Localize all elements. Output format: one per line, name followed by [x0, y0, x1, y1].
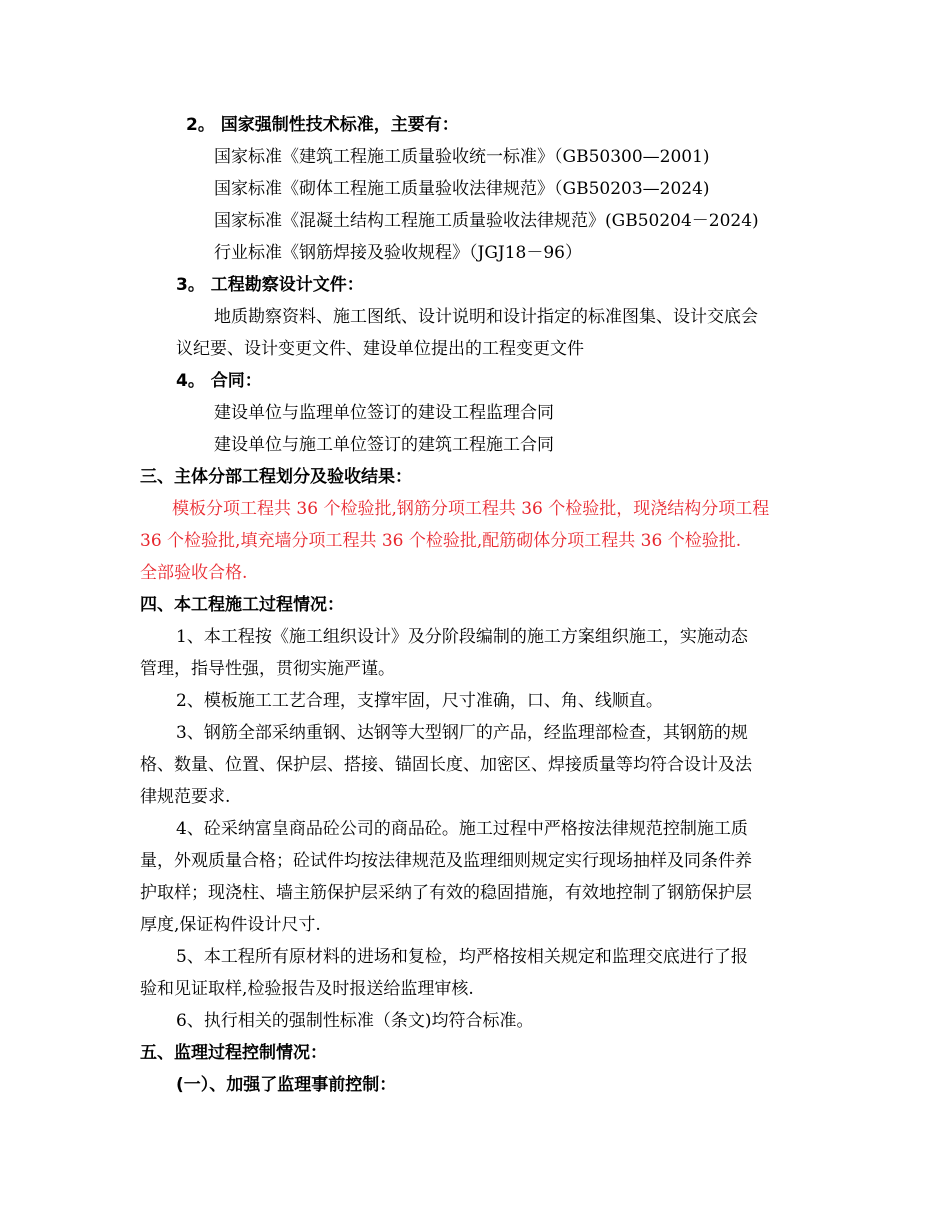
section-3-heading: 3。 工程勘察设计文件： — [176, 275, 364, 295]
section-2-heading: 2。 国家强制性技术标准，主要有： — [186, 115, 459, 135]
heading-3: 三、主体分部工程划分及验收结果： — [140, 467, 412, 487]
paragraph-line: 厚度,保证构件设计尺寸. — [140, 915, 321, 935]
standard-item: 行业标准《钢筋焊接及验收规程》（JGJ18－96） — [214, 243, 582, 263]
heading-4: 四、本工程施工过程情况： — [140, 595, 344, 615]
paragraph-line: 2、模板施工工艺合理，支撑牢固，尺寸准确，口、角、线顺直。 — [176, 691, 663, 711]
result-line: 全部验收合格. — [140, 563, 248, 583]
standard-item: 国家标准《建筑工程施工质量验收统一标准》（GB50300—2001) — [214, 147, 710, 167]
standard-item: 国家标准《砌体工程施工质量验收法律规范》（GB50203—2024) — [214, 179, 710, 199]
paragraph-line: 律规范要求. — [140, 787, 231, 807]
heading-5-subsection: (一）、加强了监理事前控制： — [176, 1075, 397, 1095]
paragraph-line: 3、钢筋全部采纳重钢、达钢等大型钢厂的产品，经监理部检查，其钢筋的规 — [176, 723, 748, 743]
result-line: 36 个检验批,填充墙分项工程共 36 个检验批,配筋砌体分项工程共 36 个检验批. — [140, 531, 742, 551]
paragraph-line: 6、执行相关的强制性标准（条文)均符合标准。 — [176, 1011, 534, 1031]
contract-item: 建设单位与施工单位签订的建筑工程施工合同 — [214, 435, 554, 455]
paragraph-line: 4、砼采纳富皇商品砼公司的商品砼。施工过程中严格按法律规范控制施工质 — [176, 819, 748, 839]
paragraph-line: 格、数量、位置、保护层、搭接、锚固长度、加密区、焊接质量等均符合设计及法 — [140, 755, 752, 775]
paragraph-line: 验和见证取样,检验报告及时报送给监理审核. — [140, 979, 474, 999]
paragraph-line: 1、本工程按《施工组织设计》及分阶段编制的施工方案组织施工，实施动态 — [176, 627, 748, 647]
paragraph-line: 护取样；现浇柱、墙主筋保护层采纳了有效的稳固措施，有效地控制了钢筋保护层 — [140, 883, 752, 903]
paragraph-line: 量，外观质量合格；砼试件均按法律规范及监理细则规定实行现场抽样及同条件养 — [140, 851, 752, 871]
contract-item: 建设单位与监理单位签订的建设工程监理合同 — [214, 403, 554, 423]
paragraph-line: 地质勘察资料、施工图纸、设计说明和设计指定的标准图集、设计交底会 — [214, 307, 758, 327]
standard-item: 国家标准《混凝土结构工程施工质量验收法律规范》(GB50204－2024) — [214, 211, 759, 231]
section-4-heading: 4。 合同： — [176, 371, 262, 391]
heading-5: 五、监理过程控制情况： — [140, 1043, 327, 1063]
paragraph-line: 5、本工程所有原材料的进场和复检，均严格按相关规定和监理交底进行了报 — [176, 947, 748, 967]
result-line: 模板分项工程共 36 个检验批,钢筋分项工程共 36 个检验批，现浇结构分项工程 — [172, 499, 770, 519]
paragraph-line: 管理，指导性强，贯彻实施严谨。 — [140, 659, 395, 679]
paragraph-line: 议纪要、设计变更文件、建设单位提出的工程变更文件 — [176, 339, 584, 359]
